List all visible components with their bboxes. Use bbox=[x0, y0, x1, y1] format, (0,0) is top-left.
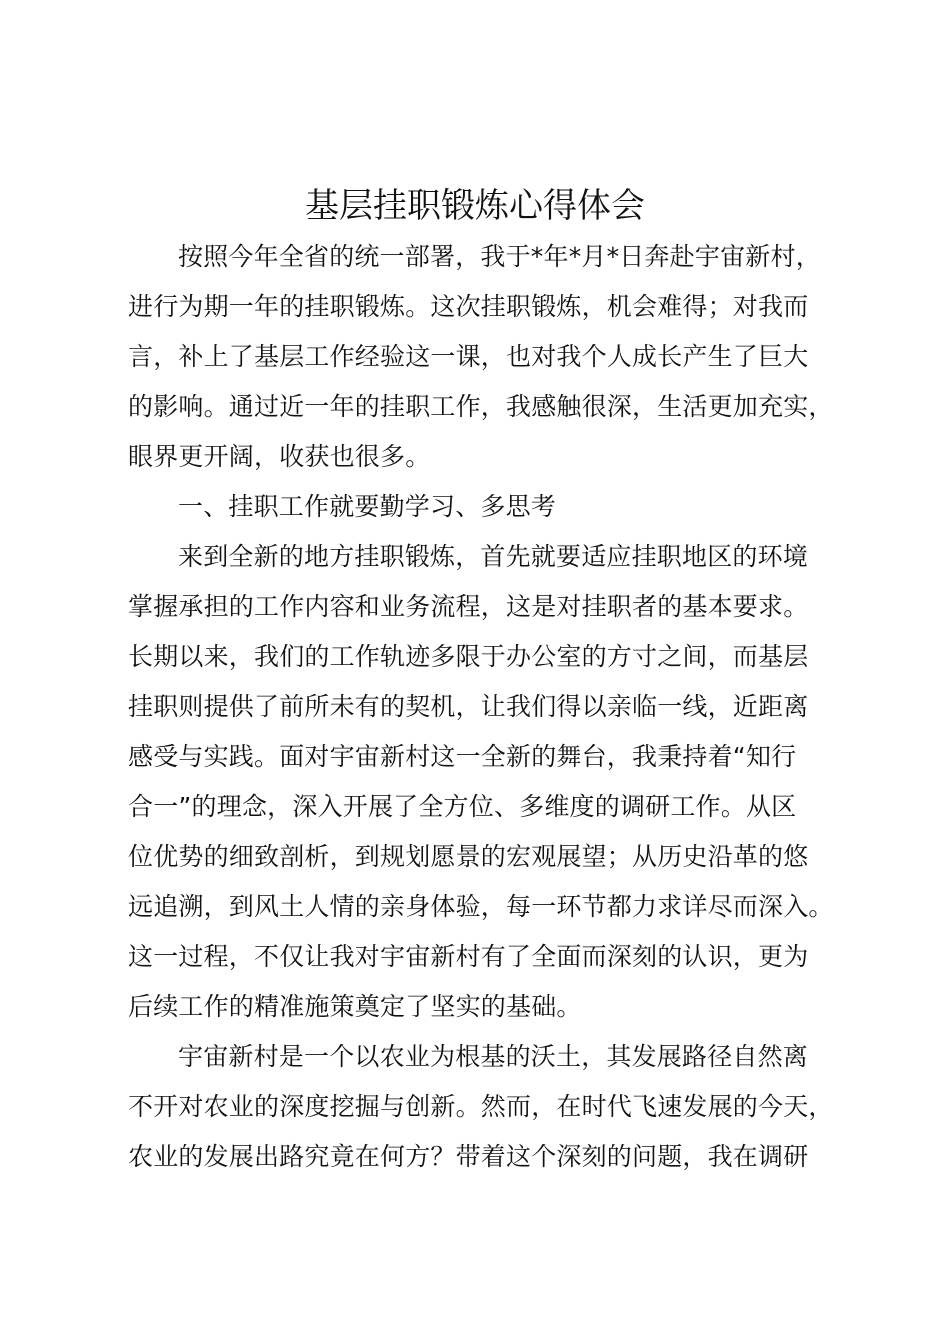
paragraph-line: 宇宙新村是一个以农业为根基的沃土，其发展路径自然离 bbox=[178, 1042, 809, 1071]
paragraph-line: 按照今年全省的统一部署，我于*年*月*日奔赴宇宙新村， bbox=[178, 242, 821, 271]
paragraph-line: 长期以来，我们的工作轨迹多限于办公室的方寸之间，而基层 bbox=[128, 642, 809, 671]
document-title: 基层挂职锻炼心得体会 bbox=[305, 186, 645, 226]
paragraph-line: 的影响。通过近一年的挂职工作，我感触很深，生活更加充实， bbox=[128, 392, 834, 421]
paragraph-line: 眼界更开阔，收获也很多。 bbox=[128, 442, 431, 471]
paragraph-line: 远追溯，到风土人情的亲身体验，每一环节都力求详尽而深入。 bbox=[128, 892, 834, 921]
paragraph-line: 这一过程，不仅让我对宇宙新村有了全面而深刻的认识，更为 bbox=[128, 942, 809, 971]
paragraph-line: 言，补上了基层工作经验这一课，也对我个人成长产生了巨大 bbox=[128, 342, 809, 371]
paragraph-line: 感受与实践。面对宇宙新村这一全新的舞台，我秉持着“知行 bbox=[128, 742, 797, 771]
paragraph-line: 来到全新的地方挂职锻炼，首先就要适应挂职地区的环境 bbox=[178, 542, 809, 571]
paragraph-line: 进行为期一年的挂职锻炼。这次挂职锻炼，机会难得；对我而 bbox=[128, 292, 809, 321]
paragraph-line: 掌握承担的工作内容和业务流程，这是对挂职者的基本要求。 bbox=[128, 592, 809, 621]
paragraph-line: 位优势的细致剖析，到规划愿景的宏观展望；从历史沿革的悠 bbox=[128, 842, 809, 871]
paragraph-line: 挂职则提供了前所未有的契机，让我们得以亲临一线，近距离 bbox=[128, 692, 809, 721]
paragraph-line: 合一”的理念，深入开展了全方位、多维度的调研工作。从区 bbox=[128, 792, 797, 821]
section-heading: 一、挂职工作就要勤学习、多思考 bbox=[178, 492, 557, 521]
paragraph-line: 后续工作的精准施策奠定了坚实的基础。 bbox=[128, 992, 582, 1021]
paragraph-line: 不开对农业的深度挖掘与创新。然而，在时代飞速发展的今天， bbox=[128, 1092, 834, 1121]
paragraph-line: 农业的发展出路究竟在何方？带着这个深刻的问题，我在调研 bbox=[128, 1142, 809, 1171]
